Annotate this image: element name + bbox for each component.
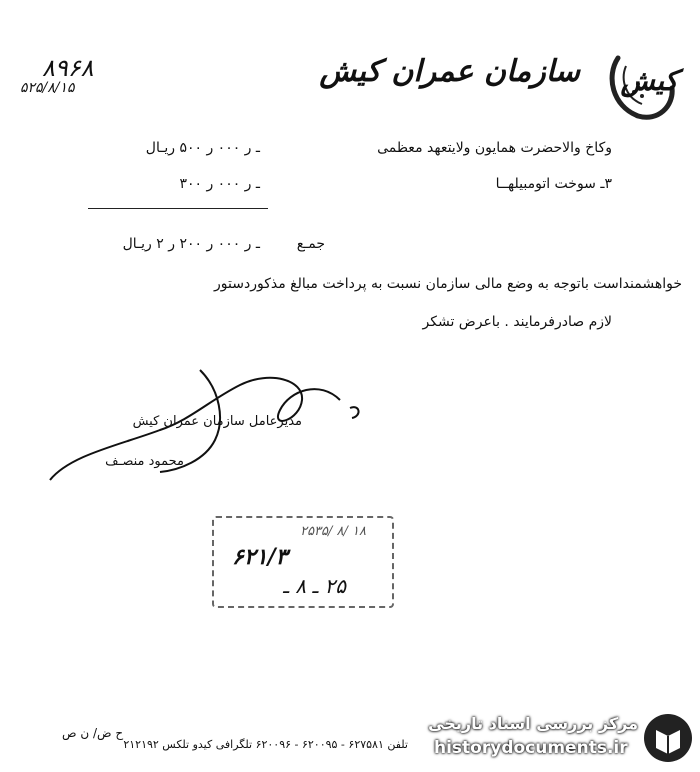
sum-separator: [88, 208, 268, 209]
receipt-stamp: [212, 516, 394, 608]
logo-text: کیش: [620, 64, 678, 97]
letter-number: ۸۹۶۸: [42, 54, 94, 82]
body-line-2: لازم صادرفرمایند . باعرض تشکر: [422, 314, 612, 330]
item-label-2: ۳ـ سوخت اتومبیلهــا: [495, 176, 612, 192]
stamp-date-line: ۲۵۳۵/ ۸/ ۱۸: [300, 524, 366, 539]
watermark-url: historydocuments.ir: [434, 738, 628, 758]
watermark-title: مرکز بررسی اسناد تاریخی: [428, 714, 638, 733]
total-label: جمـع: [296, 236, 325, 252]
total-amount: ـ ر ۰۰۰ ر ۲۰۰ ر ۲ ریـال: [122, 236, 260, 252]
signatory-title: مدیرعامل سازمان عمران کیش: [132, 414, 302, 429]
signatory-name: محمود منصـف: [105, 454, 184, 469]
footer-phones: تلفن ۶۲۷۵۸۱ - ۶۲۰۰۹۵ - ۶۲۰۰۹۶ تلگرافی کیدو تلکس ۲۱۲۱۹۲: [123, 738, 408, 751]
org-name-header: سازمان عمران کیش: [319, 54, 580, 89]
footer-initials: ح ض/ ن ص: [62, 726, 124, 740]
item-amount-1: ـ ر ۰۰۰ ر ۵۰۰ ریـال: [145, 140, 260, 156]
stamp-number-line: ۶۲۱/۳: [232, 544, 288, 570]
logo: [598, 36, 680, 126]
body-line-1: خواهشمنداست باتوجه به وضع مالی سازمان نسبت به پرداخت مبالغ مذکوردستور: [214, 276, 682, 292]
item-label-1: وکاخ والاحضرت همایون ولایتعهد معظمی: [377, 140, 612, 156]
watermark: [410, 708, 696, 768]
letter-date: ۵۲۵/۸/۱۵: [20, 80, 75, 96]
stamp-day-line: ۲۵ ـ ۸ ـ: [282, 574, 346, 598]
item-amount-2: ـ ر ۰۰۰ ر ۳۰۰: [179, 176, 260, 192]
watermark-book-icon: [642, 712, 694, 764]
